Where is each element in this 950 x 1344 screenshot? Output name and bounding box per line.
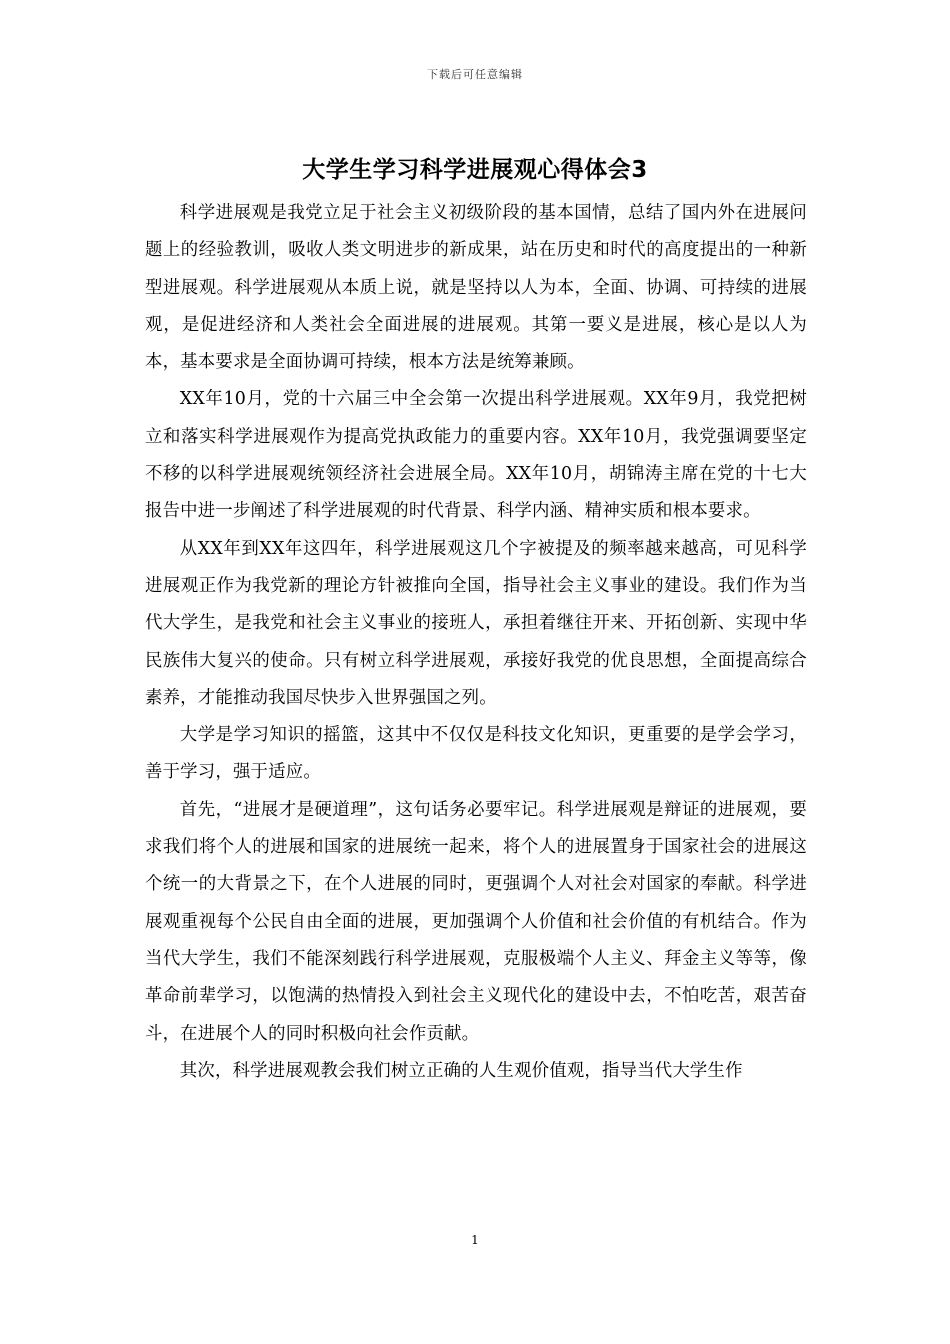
document-title: 大学生学习科学进展观心得体会3	[302, 157, 648, 183]
paragraph: 从XX年到XX年这四年，科学进展观这几个字被提及的频率越来越高，可见科学进展观正作为我党新的理论方针被推向全国，指导社会主义事业的建设。我们作为当代大学生，是我党和社会主义事业的接班人，承担着继往开来、开拓创新、实现中华民族伟大复兴的使命。只有树立科学进展观，承接好我党的优良思想，全面提高综合素养，才能推动我国尽快步入世界强国之列。	[145, 538, 807, 708]
paragraph: 首先，“进展才是硬道理”，这句话务必要牢记。科学进展观是辩证的进展观，要求我们将个人的进展和国家的进展统一起来，将个人的进展置身于国家社会的进展这个统一的大背景之下，在个人进展的同时，更强调个人对社会对国家的奉献。科学进展观重视每个公民自由全面的进展，更加强调个人价值和社会价值的有机结合。作为当代大学生，我们不能深刻践行科学进展观，克服极端个人主义、拜金主义等等，像革命前辈学习，以饱满的热情投入到社会主义现代化的建设中去，不怕吃苦，艰苦奋斗，在进展个人的同时积极向社会作贡献。	[145, 799, 807, 1044]
paragraph: 其次，科学进展观教会我们树立正确的人生观价值观，指导当代大学生作	[179, 1060, 743, 1081]
paragraph: 科学进展观是我党立足于社会主义初级阶段的基本国情，总结了国内外在进展问题上的经验教训，吸收人类文明进步的新成果，站在历史和时代的高度提出的一种新型进展观。科学进展观从本质上说，就是坚持以人为本，全面、协调、可持续的进展观，是促进经济和人类社会全面进展的进展观。其第一要义是进展，核心是以人为本，基本要求是全面协调可持续，根本方法是统筹兼顾。	[145, 203, 807, 373]
page-number: 1	[471, 1233, 479, 1247]
header-note: 下载后可任意编辑	[427, 68, 523, 81]
paragraph: XX年10月，党的十六届三中全会第一次提出科学进展观。XX年9月，我党把树立和落实科学进展观作为提高党执政能力的重要内容。XX年10月，我党强调要坚定不移的以科学进展观统领经济社会进展全局。XX年10月，胡锦涛主席在党的十七大报告中进一步阐述了科学进展观的时代背景、科学内涵、精神实质和根本要求。	[145, 389, 807, 522]
paragraph: 大学是学习知识的摇篮，这其中不仅仅是科技文化知识，更重要的是学会学习，善于学习，强于适应。	[145, 725, 807, 783]
document-body	[145, 195, 807, 1090]
